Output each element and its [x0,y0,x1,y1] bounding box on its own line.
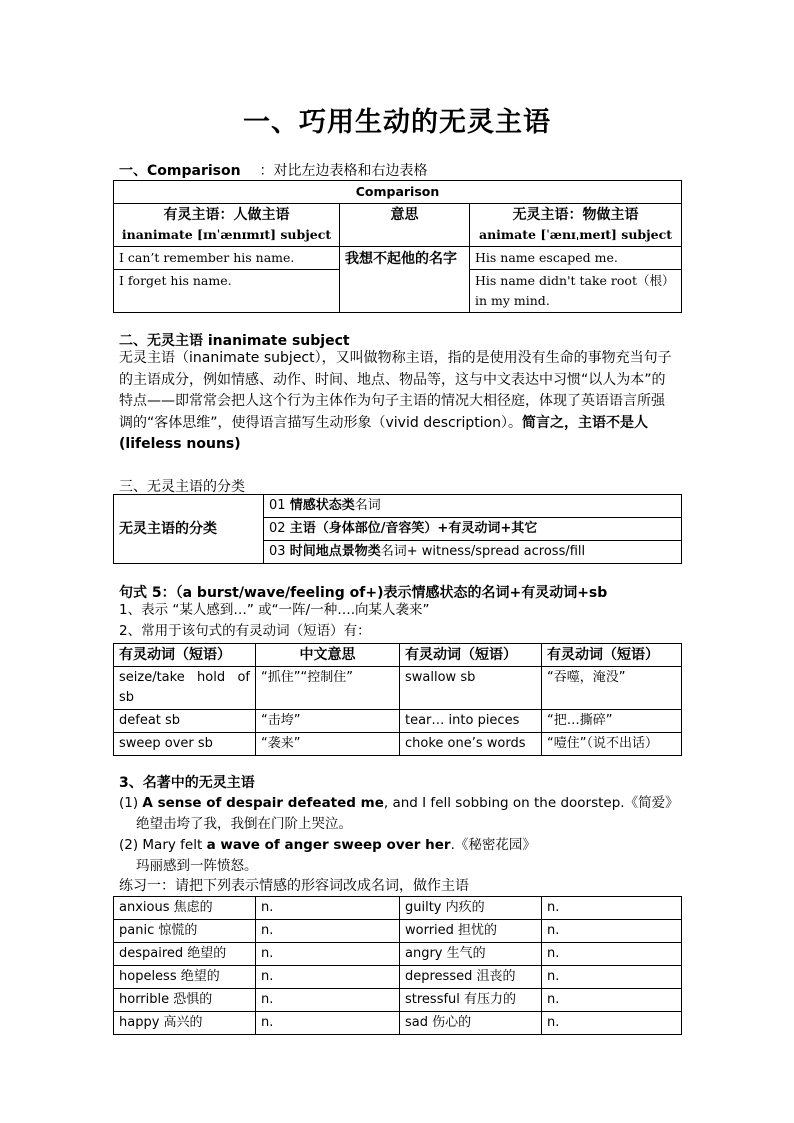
page-title: 一、巧用生动的无灵主语 [243,107,551,138]
adjective-cell: despaired 绝望的 [114,943,256,966]
exercise-table [113,896,682,1035]
inanimate-subject-header [470,204,682,247]
noun-blank-cell[interactable]: n. [256,1012,400,1035]
table-row [114,1012,682,1035]
comparison-table [113,180,682,313]
noun-blank-cell[interactable]: n. [542,943,682,966]
verb-table [113,643,682,756]
verb-cell: tear… into pieces [400,710,542,733]
verb-cell: swallow sb [400,667,542,710]
item-rest: 名词 [354,498,381,513]
verb-cell: seize/take hold of sb [114,667,256,710]
animate-example-2: I forget his name. [114,270,340,313]
verb-cell: sweep over sb [114,733,256,756]
item-bold: 时间地点景物类 [289,544,381,559]
table-row [114,966,682,989]
table-row [114,733,682,756]
novel-example-1-translation: 绝望击垮了我，我倒在门阶上哭泣。 [136,816,352,832]
table-row [114,897,682,920]
inanimate-example-1: His name escaped me. [470,247,682,270]
adjective-cell: guilty 内疚的 [400,897,542,920]
adjective-cell: hopeless 绝望的 [114,966,256,989]
animate-subject-header [114,204,340,247]
section2-heading: 二、无灵主语 inanimate subject [119,333,350,349]
item-bold: 情感状态类 [289,498,355,513]
example-bold: a wave of anger sweep over her [206,837,451,853]
adjective-cell: worried 担忧的 [400,920,542,943]
noun-blank-cell[interactable]: n. [256,966,400,989]
section3-heading: 三、无灵主语的分类 [119,479,245,495]
inanimate-example-2: His name didn't take root（根） in my mind. [470,270,682,313]
adjective-cell: stressful 有压力的 [400,989,542,1012]
item-rest: 名词+ witness/spread across/fill [380,544,586,559]
example-bold: A sense of despair defeated me [142,795,384,811]
pattern5-line1: 1、表示 “某人感到…” 或“一阵/一种….向某人袭来” [119,602,430,618]
section2-paragraph [119,348,677,456]
animate-example-1: I can’t remember his name. [114,247,340,270]
table-row [114,989,682,1012]
table-row [114,710,682,733]
table-row [114,943,682,966]
noun-blank-cell[interactable]: n. [256,989,400,1012]
section1-heading [119,160,427,180]
table-row [114,920,682,943]
adjective-cell: sad 伤心的 [400,1012,542,1035]
adjective-cell: horrible 恐惧的 [114,989,256,1012]
verb-header-2: 中文意思 [256,644,400,667]
novels-heading: 3、名著中的无灵主语 [119,775,255,791]
verb-cell: choke one’s words [400,733,542,756]
noun-blank-cell[interactable]: n. [542,897,682,920]
exercise1-heading: 练习一：请把下列表示情感的形容词改成名词，做作主语 [119,878,469,894]
verb-cell: “袭来” [256,733,400,756]
noun-blank-cell[interactable]: n. [542,920,682,943]
adjective-cell: panic 惊慌的 [114,920,256,943]
classification-table [113,494,682,564]
section1-heading-tail: ：对比左边表格和右边表格 [259,163,428,179]
section2-text: 无灵主语（inanimate subject），又叫做物称主语，指的是使用没有生命的事物充当句子的主语成分，例如情感、动作、时间、地点、物品等，这与中文表达中习惯“以人为本”的特点——即常常会把人这个行为主体作为句子主语的情况大相径庭，体现了英语语言所强调的“客体思维”，使得语言描写生动形象（vivid description）。 [119,350,672,431]
verb-cell: “把…撕碎” [542,710,682,733]
example-prefix: (1) [119,795,143,811]
pattern5-line2: 2、常用于该句式的有灵动词（短语）有： [119,623,371,639]
table-row [114,667,682,710]
classification-item-3 [264,541,682,564]
verb-header-3: 有灵动词（短语） [400,644,542,667]
noun-blank-cell[interactable]: n. [256,920,400,943]
inanimate-phonetic: inanimate [ɪnˈænɪmɪt] subject [121,227,332,242]
noun-blank-cell[interactable]: n. [256,897,400,920]
inanimate-subject-title: 无灵主语：物做主语 [512,207,639,223]
noun-blank-cell[interactable]: n. [542,1012,682,1035]
verb-cell: “吞噬，淹没” [542,667,682,710]
example-rest: , and I fell sobbing on the doorstep.《简爱》 [383,795,679,811]
verb-cell: “抓住”“控制住” [256,667,400,710]
meaning-header: 意思 [340,204,470,247]
item-bold: 主语（身体部位/音容笑）+有灵动词+其它 [289,521,538,536]
item-number: 01 [269,498,286,513]
adjective-cell: depressed 沮丧的 [400,966,542,989]
verb-cell: “噎住”（说不出话） [542,733,682,756]
noun-blank-cell[interactable]: n. [256,943,400,966]
classification-label: 无灵主语的分类 [114,495,264,564]
novel-example-2 [119,835,536,855]
comparison-caption: Comparison [114,181,682,204]
pattern5-heading: 句式 5：（a burst/wave/feeling of+)表示情感状态的名词+有灵动词+sb [119,585,608,601]
section1-heading-label: 一、Comparison [119,163,241,179]
adjective-cell: anxious 焦虑的 [114,897,256,920]
novel-example-1 [119,793,679,813]
item-number: 02 [269,521,286,536]
animate-subject-title: 有灵主语：人做主语 [163,207,290,223]
noun-blank-cell[interactable]: n. [542,989,682,1012]
example-prefix: (2) Mary felt [119,837,207,853]
noun-blank-cell[interactable]: n. [542,966,682,989]
animate-phonetic: animate [ˈænɪˌmeɪt] subject [478,227,673,242]
verb-header-4: 有灵动词（短语） [542,644,682,667]
item-number: 03 [269,544,286,559]
section2-bold-summary: 简言之，主语不是人(lifeless nouns) [119,414,649,452]
novel-example-2-translation: 玛丽感到一阵愤怒。 [136,858,258,874]
adjective-cell: happy 高兴的 [114,1012,256,1035]
verb-header-1: 有灵动词（短语） [114,644,256,667]
adjective-cell: angry 生气的 [400,943,542,966]
classification-item-2 [264,518,682,541]
example-rest: .《秘密花园》 [450,837,536,853]
meaning-cell: 我想不起他的名字 [340,247,470,313]
classification-item-1 [264,495,682,518]
verb-cell: “击垮” [256,710,400,733]
verb-cell: defeat sb [114,710,256,733]
